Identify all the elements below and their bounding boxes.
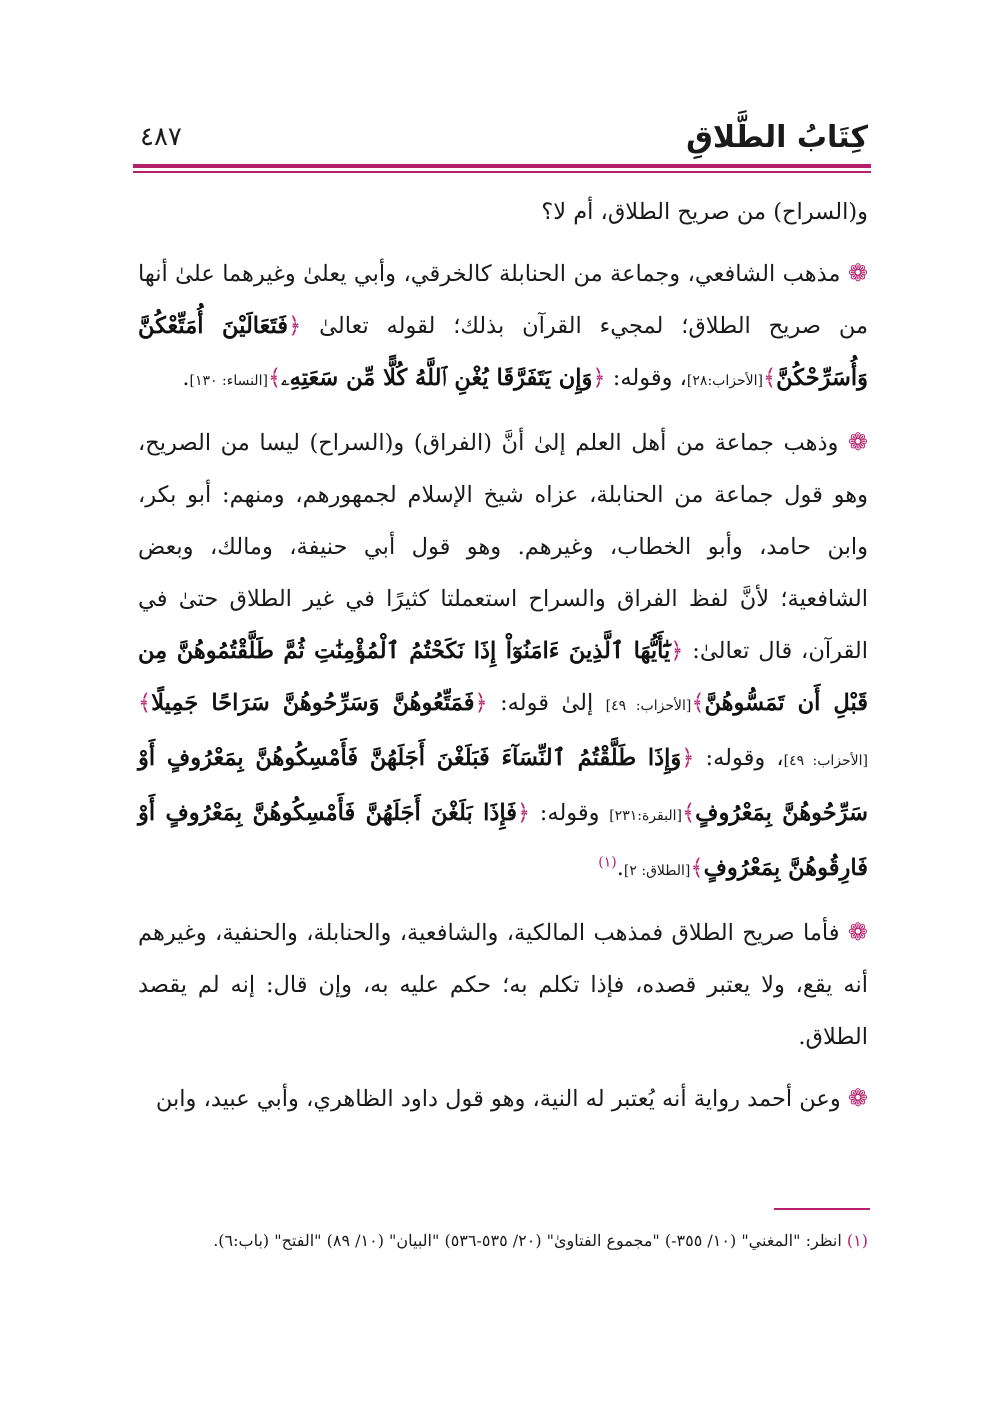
quran-close-bracket: ﴾ (690, 855, 704, 881)
paragraph-3 (138, 416, 868, 897)
quran-close-bracket: ﴾ (267, 365, 282, 391)
verse-reference: [النساء: ١٣٠] (189, 373, 268, 389)
page-header (140, 118, 868, 158)
quran-open-bracket: ﴿ (592, 365, 606, 391)
flower-ornament-icon: ❁ (847, 1084, 868, 1112)
quran-verse: فَمَتِّعُوهُنَّ وَسَرِّحُوهُنَّ سَرَاحًا جَمِيلًا (151, 690, 475, 716)
quran-close-bracket: ﴾ (681, 800, 696, 826)
quran-verse: وَإِن يَتَفَرَّقَا يُغْنِ ٱللَّهُ كُلًّا مِّن سَعَتِهِۦ (281, 365, 593, 391)
paragraph-text: . (616, 855, 624, 881)
paragraph-text: إلىٰ قوله: (487, 690, 606, 716)
verse-reference: [الأحزاب: ٤٩] (605, 698, 692, 714)
quran-close-bracket: ﴾ (762, 365, 777, 391)
header-rule-thin (133, 171, 871, 173)
paragraph-text: ، وقوله: (694, 745, 784, 771)
quran-open-bracket: ﴿ (474, 690, 488, 716)
footnote-rule (774, 1208, 870, 1210)
header-rule-thick (133, 164, 871, 168)
quran-open-bracket: ﴿ (681, 745, 695, 771)
flower-ornament-icon: ❁ (847, 259, 868, 287)
paragraph-5 (138, 1072, 868, 1125)
quran-verse: فَإِذَا بَلَغْنَ أَجَلَهُنَّ فَأَمْسِكُوهُنَّ بِمَعْرُوفٍ أَوْ فَارِقُوهُنَّ بِمَعْرُوفٍ (138, 800, 868, 881)
quran-open-bracket: ﴿ (288, 313, 302, 339)
paragraph-text: وذهب جماعة من أهل العلم إلىٰ أنَّ (الفراق) و(السراح) ليسا من الصريح، وهو قول جماعة من الحنابلة، عزاه شيخ الإسلام لجمهورهم، ومنهم: أبو بكر، وابن حامد، وأبو الخطاب، وغيرهم. وهو قول أبي حنيفة، ومالك، وبعض الشافعية؛ لأنَّ لفظ الفراق والسراح استعملتا كثيرًا في غير الطلاق حتىٰ في القرآن، قال تعالىٰ: (138, 430, 868, 664)
quran-verse: يَٰٓأَيُّهَا ٱلَّذِينَ ءَامَنُوٓاْ إِذَا نَكَحْتُمُ ٱلْمُؤْمِنَٰتِ ثُمَّ طَلَّقْتُمُوهُنَّ مِن قَبْلِ أَن تَمَسُّوهُنَّ (138, 638, 868, 716)
flower-ornament-icon: ❁ (847, 918, 868, 946)
paragraph-text: مذهب الشافعي، وجماعة من الحنابلة كالخرقي، وأبي يعلىٰ وغيرهما علىٰ أنها من صريح الطلاق؛ لمجيء القرآن بذلك؛ لقوله تعالىٰ (138, 261, 868, 339)
footnote-text: انظر: "المغني" (١٠/ ٣٥٥-) "مجموع الفتاوىٰ" (٢٠/ ٥٣٥-٥٣٦) "البيان" (١٠/ ٨٩) "الفتح" (باب:٦). (213, 1231, 847, 1250)
paragraph-1 (138, 186, 868, 238)
body-text (138, 186, 868, 1134)
paragraph-text: و(السراح) من صريح الطلاق، أم لا؟ (541, 199, 868, 225)
quran-close-bracket: ﴾ (138, 690, 152, 716)
paragraph-2 (138, 247, 868, 407)
paragraph-text: فأما صريح الطلاق فمذهب المالكية، والشافعية، والحنابلة، والحنفية، وغيرهم أنه يقع، ولا يعتبر قصده، فإذا تكلم به؛ حكم عليه به، وإن قال: إنه لم يقصد الطلاق. (138, 920, 868, 1050)
paragraph-text: ، وقوله: (605, 365, 687, 391)
footnote-number: (١) (846, 1231, 868, 1250)
paragraph-4 (138, 906, 868, 1063)
quran-close-bracket: ﴾ (691, 690, 705, 716)
verse-reference: [البقرة:٢٣١] (609, 808, 682, 824)
page-number: ٤٨٧ (140, 122, 182, 152)
flower-ornament-icon: ❁ (847, 428, 868, 456)
quran-verse: فَتَعَالَيْنَ أُمَتِّعْكُنَّ وَأُسَرِّحْكُنَّ (138, 313, 868, 391)
verse-reference: [الأحزاب: ٤٩] (783, 753, 869, 769)
paragraph-text: وعن أحمد رواية أنه يُعتبر له النية، وهو قول داود الظاهري، وأبي عبيد، وابن (155, 1086, 848, 1112)
paragraph-text: . (182, 365, 190, 391)
footnote (138, 1226, 868, 1256)
quran-open-bracket: ﴿ (670, 638, 684, 664)
quran-verse: وَإِذَا طَلَّقْتُمُ ٱلنِّسَآءَ فَبَلَغْنَ أَجَلَهُنَّ فَأَمْسِكُوهُنَّ بِمَعْرُوفٍ أَوْ سَرِّحُوهُنَّ بِمَعْرُوفٍ (138, 745, 868, 826)
paragraph-text: وقوله: (530, 800, 610, 826)
footnote-marker[interactable]: (١) (598, 854, 617, 871)
verse-reference: [الطلاق: ٢] (623, 863, 691, 879)
book-title: كِتَابُ الطَّلاقِ (686, 120, 868, 155)
verse-reference: [الأحزاب:٢٨] (686, 373, 763, 389)
quran-open-bracket: ﴿ (516, 800, 531, 826)
